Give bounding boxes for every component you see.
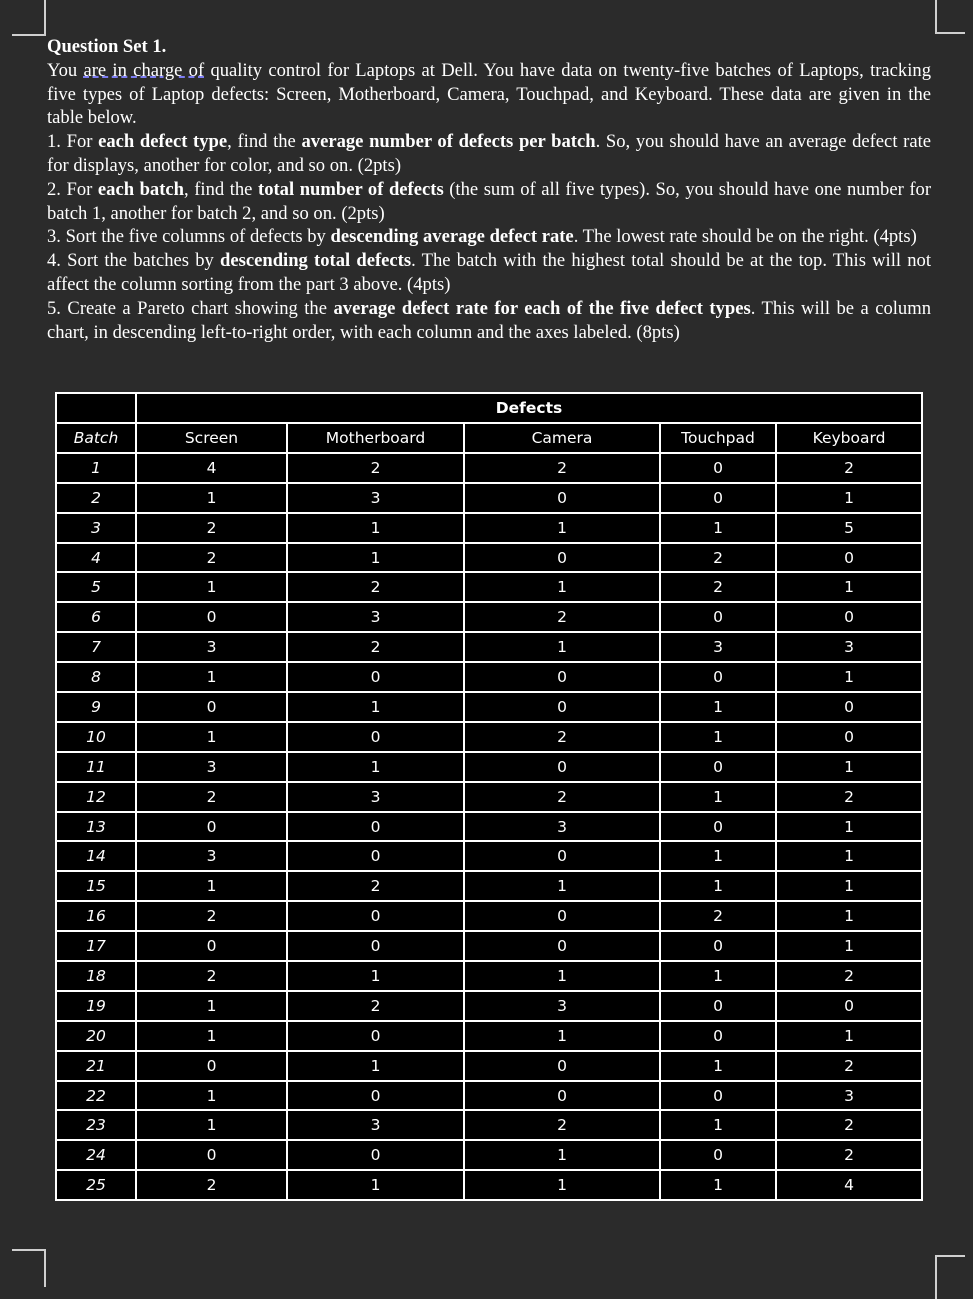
- table-row: [56, 1021, 922, 1051]
- table-row: [56, 1051, 922, 1081]
- defect-count-cell: 0: [136, 1140, 287, 1170]
- defect-count-cell: 0: [776, 692, 922, 722]
- crop-mark-bottom-right: [935, 1255, 965, 1299]
- group-header-spacer: [56, 393, 136, 423]
- defect-count-cell: 2: [660, 543, 776, 573]
- question-item: 2. For each batch, find the total number of defects (the sum of all five types). So, you should have one number for batch 1, another for batch 2, and so on. (2pts): [47, 178, 932, 224]
- defect-count-cell: 1: [776, 931, 922, 961]
- defect-count-cell: 0: [660, 1140, 776, 1170]
- batch-number-cell: 23: [56, 1110, 136, 1140]
- table-row: [56, 841, 922, 871]
- batch-number-cell: 5: [56, 572, 136, 602]
- table-row: [56, 871, 922, 901]
- defect-count-cell: 0: [136, 602, 287, 632]
- defect-count-cell: 2: [776, 782, 922, 812]
- defects-table: [55, 392, 923, 1201]
- column-header: Batch: [56, 423, 136, 453]
- question-item: 3. Sort the five columns of defects by descending average defect rate. The lowest rate should be on the right. (4pts): [47, 226, 917, 248]
- defect-count-cell: 1: [136, 991, 287, 1021]
- defect-count-cell: 2: [136, 782, 287, 812]
- defect-count-cell: 2: [287, 572, 464, 602]
- defect-count-cell: 0: [660, 1021, 776, 1051]
- defect-count-cell: 1: [136, 662, 287, 692]
- table-row: [56, 812, 922, 842]
- defect-count-cell: 1: [464, 572, 660, 602]
- batch-number-cell: 8: [56, 662, 136, 692]
- defect-count-cell: 2: [136, 543, 287, 573]
- defect-count-cell: 0: [287, 662, 464, 692]
- defect-count-cell: 3: [776, 1081, 922, 1111]
- defect-count-cell: 1: [287, 752, 464, 782]
- column-header: Camera: [464, 423, 660, 453]
- defect-count-cell: 1: [660, 722, 776, 752]
- table-row: [56, 602, 922, 632]
- defect-count-cell: 2: [660, 901, 776, 931]
- defect-count-cell: 0: [464, 1051, 660, 1081]
- defect-count-cell: 2: [136, 961, 287, 991]
- batch-number-cell: 10: [56, 722, 136, 752]
- defect-count-cell: 0: [287, 1021, 464, 1051]
- defect-count-cell: 4: [776, 1170, 922, 1200]
- defect-count-cell: 1: [464, 871, 660, 901]
- table-row: [56, 692, 922, 722]
- defect-count-cell: 1: [776, 1021, 922, 1051]
- batch-number-cell: 6: [56, 602, 136, 632]
- defect-count-cell: 0: [660, 991, 776, 1021]
- defect-count-cell: 1: [660, 961, 776, 991]
- defect-count-cell: 0: [136, 931, 287, 961]
- defect-count-cell: 1: [136, 572, 287, 602]
- defect-count-cell: 0: [464, 931, 660, 961]
- defect-count-cell: 2: [776, 1140, 922, 1170]
- defect-count-cell: 0: [464, 901, 660, 931]
- defect-count-cell: 0: [287, 931, 464, 961]
- table-row: [56, 1140, 922, 1170]
- defect-count-cell: 1: [287, 961, 464, 991]
- defect-count-cell: 4: [136, 453, 287, 483]
- defect-count-cell: 1: [660, 513, 776, 543]
- defect-count-cell: 1: [136, 483, 287, 513]
- column-header-row: [56, 423, 922, 453]
- defect-count-cell: 0: [287, 901, 464, 931]
- defect-count-cell: 0: [464, 483, 660, 513]
- defect-count-cell: 1: [464, 1021, 660, 1051]
- column-header: Keyboard: [776, 423, 922, 453]
- batch-number-cell: 11: [56, 752, 136, 782]
- defect-count-cell: 1: [136, 1110, 287, 1140]
- defect-count-cell: 1: [287, 1170, 464, 1200]
- defect-count-cell: 3: [776, 632, 922, 662]
- defect-count-cell: 1: [287, 692, 464, 722]
- defect-count-cell: 0: [776, 602, 922, 632]
- defect-count-cell: 1: [464, 513, 660, 543]
- defect-count-cell: 3: [287, 782, 464, 812]
- defect-count-cell: 2: [464, 722, 660, 752]
- defect-count-cell: 0: [660, 662, 776, 692]
- defect-count-cell: 2: [287, 632, 464, 662]
- table-body: [56, 453, 922, 1200]
- batch-number-cell: 19: [56, 991, 136, 1021]
- question-text: [47, 35, 931, 344]
- table-row: [56, 961, 922, 991]
- defect-count-cell: 2: [464, 602, 660, 632]
- defect-count-cell: 0: [287, 722, 464, 752]
- defect-count-cell: 0: [464, 543, 660, 573]
- batch-number-cell: 18: [56, 961, 136, 991]
- batch-number-cell: 7: [56, 632, 136, 662]
- defect-count-cell: 1: [287, 513, 464, 543]
- defect-count-cell: 5: [776, 513, 922, 543]
- table-row: [56, 1081, 922, 1111]
- defect-count-cell: 1: [776, 812, 922, 842]
- defect-count-cell: 1: [136, 1021, 287, 1051]
- defect-count-cell: 0: [464, 692, 660, 722]
- defect-count-cell: 3: [464, 991, 660, 1021]
- batch-number-cell: 4: [56, 543, 136, 573]
- defect-count-cell: 0: [464, 752, 660, 782]
- defect-count-cell: 2: [136, 901, 287, 931]
- defect-count-cell: 2: [776, 453, 922, 483]
- defect-count-cell: 3: [464, 812, 660, 842]
- column-header: Motherboard: [287, 423, 464, 453]
- batch-number-cell: 12: [56, 782, 136, 812]
- defect-count-cell: 1: [776, 572, 922, 602]
- defect-count-cell: 2: [776, 1051, 922, 1081]
- defect-count-cell: 2: [776, 961, 922, 991]
- table-row: [56, 483, 922, 513]
- defect-count-cell: 0: [660, 483, 776, 513]
- defect-count-cell: 0: [660, 1081, 776, 1111]
- defect-count-cell: 0: [136, 812, 287, 842]
- group-header-defects: Defects: [136, 393, 922, 423]
- defect-count-cell: 2: [776, 1110, 922, 1140]
- question-item: 5. Create a Pareto chart showing the average defect rate for each of the five defect types. This will be a column chart, in descending left-to-right order, with each column and the axes labeled. (8pts): [47, 297, 931, 343]
- defect-count-cell: 2: [287, 453, 464, 483]
- defect-count-cell: 1: [287, 543, 464, 573]
- defect-count-cell: 1: [464, 632, 660, 662]
- table-row: [56, 782, 922, 812]
- defect-count-cell: 1: [136, 1081, 287, 1111]
- defect-count-cell: 3: [136, 841, 287, 871]
- batch-number-cell: 13: [56, 812, 136, 842]
- defect-count-cell: 0: [660, 453, 776, 483]
- table-row: [56, 931, 922, 961]
- defect-count-cell: 1: [660, 1051, 776, 1081]
- defect-count-cell: 2: [136, 513, 287, 543]
- defect-count-cell: 0: [660, 931, 776, 961]
- defect-count-cell: 1: [660, 1110, 776, 1140]
- defect-count-cell: 1: [776, 752, 922, 782]
- defect-count-cell: 3: [287, 483, 464, 513]
- question-title: Question Set 1.: [47, 36, 167, 57]
- defect-count-cell: 0: [660, 812, 776, 842]
- defect-count-cell: 1: [776, 662, 922, 692]
- defect-count-cell: 2: [287, 991, 464, 1021]
- defect-count-cell: 0: [776, 543, 922, 573]
- defect-count-cell: 3: [660, 632, 776, 662]
- defect-count-cell: 0: [776, 991, 922, 1021]
- table-row: [56, 662, 922, 692]
- batch-number-cell: 14: [56, 841, 136, 871]
- batch-number-cell: 15: [56, 871, 136, 901]
- table-row: [56, 991, 922, 1021]
- crop-mark-bottom-left: [12, 1249, 46, 1287]
- defect-count-cell: 0: [776, 722, 922, 752]
- table-row: [56, 752, 922, 782]
- defect-count-cell: 1: [776, 483, 922, 513]
- defect-count-cell: 2: [287, 871, 464, 901]
- question-item: 4. Sort the batches by descending total defects. The batch with the highest total should be at the top. This will not affect the column sorting from the part 3 above. (4pts): [47, 250, 932, 295]
- table-row: [56, 632, 922, 662]
- table-row: [56, 513, 922, 543]
- defect-count-cell: 1: [776, 871, 922, 901]
- defect-count-cell: 0: [464, 662, 660, 692]
- question-intro: You are in charge of quality control for Laptops at Dell. You have data on twenty-five batches of Laptops, tracking five types of Laptop defects: Screen, Motherboard, Camera, Touchpad, and Keyboard. These data are given in the table below.: [47, 59, 931, 129]
- defect-count-cell: 3: [287, 1110, 464, 1140]
- defect-count-cell: 3: [287, 602, 464, 632]
- table-row: [56, 1110, 922, 1140]
- question-item: 1. For each defect type, find the average number of defects per batch. So, you should have an average defect rate for displays, another for color, and so on. (2pts): [47, 131, 932, 176]
- defect-count-cell: 3: [136, 752, 287, 782]
- batch-number-cell: 16: [56, 901, 136, 931]
- table-row: [56, 572, 922, 602]
- question-items: [47, 130, 931, 344]
- defect-count-cell: 1: [776, 841, 922, 871]
- column-header: Touchpad: [660, 423, 776, 453]
- defect-count-cell: 2: [660, 572, 776, 602]
- defect-count-cell: 0: [136, 1051, 287, 1081]
- defect-count-cell: 1: [464, 961, 660, 991]
- defect-count-cell: 2: [464, 1110, 660, 1140]
- column-header: Screen: [136, 423, 287, 453]
- defect-count-cell: 0: [287, 1140, 464, 1170]
- defect-count-cell: 0: [136, 692, 287, 722]
- batch-number-cell: 21: [56, 1051, 136, 1081]
- defect-count-cell: 0: [464, 841, 660, 871]
- defect-count-cell: 0: [287, 841, 464, 871]
- defect-count-cell: 0: [464, 1081, 660, 1111]
- defect-count-cell: 1: [660, 1170, 776, 1200]
- batch-number-cell: 20: [56, 1021, 136, 1051]
- defect-count-cell: 1: [660, 871, 776, 901]
- batch-number-cell: 17: [56, 931, 136, 961]
- table-row: [56, 453, 922, 483]
- defect-count-cell: 0: [660, 752, 776, 782]
- crop-mark-top-left: [12, 0, 46, 36]
- group-header-row: [56, 393, 922, 423]
- defect-count-cell: 1: [287, 1051, 464, 1081]
- defect-count-cell: 1: [136, 722, 287, 752]
- table-row: [56, 1170, 922, 1200]
- defect-count-cell: 2: [464, 453, 660, 483]
- defect-count-cell: 0: [287, 812, 464, 842]
- defect-count-cell: 3: [136, 632, 287, 662]
- defect-count-cell: 1: [136, 871, 287, 901]
- defect-count-cell: 1: [660, 841, 776, 871]
- defect-count-cell: 1: [660, 782, 776, 812]
- batch-number-cell: 2: [56, 483, 136, 513]
- defect-count-cell: 0: [287, 1081, 464, 1111]
- defect-count-cell: 1: [464, 1170, 660, 1200]
- table-row: [56, 722, 922, 752]
- defect-count-cell: 1: [776, 901, 922, 931]
- defect-count-cell: 1: [660, 692, 776, 722]
- batch-number-cell: 3: [56, 513, 136, 543]
- spellcheck-underline: are in charge of: [83, 59, 205, 81]
- table-row: [56, 543, 922, 573]
- batch-number-cell: 24: [56, 1140, 136, 1170]
- batch-number-cell: 22: [56, 1081, 136, 1111]
- batch-number-cell: 9: [56, 692, 136, 722]
- defect-count-cell: 2: [464, 782, 660, 812]
- crop-mark-top-right: [935, 0, 965, 34]
- table-row: [56, 901, 922, 931]
- defect-count-cell: 1: [464, 1140, 660, 1170]
- batch-number-cell: 1: [56, 453, 136, 483]
- defect-count-cell: 0: [660, 602, 776, 632]
- batch-number-cell: 25: [56, 1170, 136, 1200]
- defect-count-cell: 2: [136, 1170, 287, 1200]
